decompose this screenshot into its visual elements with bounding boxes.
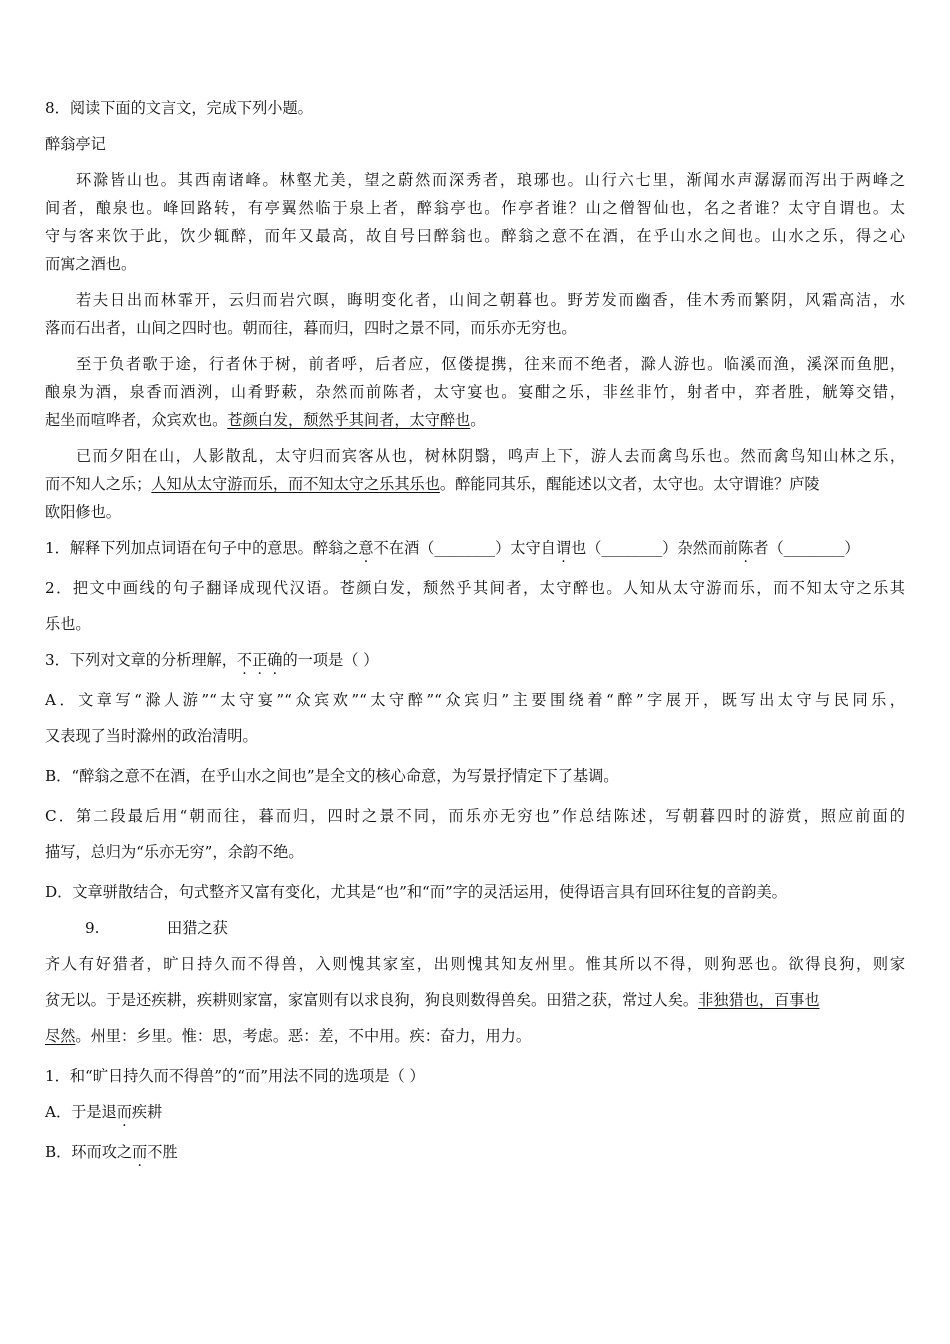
q9-number: 9. [85, 919, 100, 937]
underlined-sentence-1: 苍颜白发，颓然乎其间者，太守醉也 [227, 411, 471, 429]
subquestion-3 [45, 646, 905, 674]
dotted-word-chen: 陈 [738, 539, 754, 557]
passage-p4-text: 而不知人之乐； [45, 475, 152, 493]
passage-p4-line-2 [45, 470, 905, 498]
answer-blank-3[interactable]: 者（________） [753, 539, 860, 557]
dotted-char-er-a: 而 [116, 1103, 132, 1121]
passage-p4-line-3: 欧阳修也。 [45, 503, 121, 521]
option-a-line-2[interactable]: 又表现了当时滁州的政治清明。 [45, 727, 258, 745]
q9-option-a-text-2: 疾耕 [131, 1103, 163, 1121]
q9-title: 田猎之获 [167, 919, 228, 937]
option-a-line-1[interactable]: A．文章写“滁人游”“太守宴”“众宾欢”“太守醉”“众宾归”主要围绕着“醉”字展开，既写出太守与民同乐， [45, 691, 905, 709]
dotted-char-zheng: 正 [252, 651, 268, 669]
document-page [45, 94, 905, 1166]
option-c-line-1[interactable]: C．第二段最后用“朝而往，暮而归，四时之景不同，而乐亦无穷也”作总结陈述，写朝暮四时的游赏，照应前面的 [45, 807, 905, 825]
q9-passage-line-3 [45, 1022, 905, 1050]
option-b[interactable]: B．“醉翁之意不在酒，在乎山水之间也”是全文的核心命意，为写景抒情定下了基调。 [45, 767, 619, 785]
passage-p1-line-4: 而寓之酒也。 [45, 255, 137, 273]
dotted-word-yi: 意 [358, 539, 374, 557]
q9-passage-text: 贫无以。于是还疾耕，疾耕则家富，家富则有以求良狗，狗良则数得兽矣。田猎之获，常过人矣。 [45, 991, 699, 1009]
answer-blank-1[interactable]: 不在酒（________）太守自 [373, 539, 556, 557]
passage-p2-line-2: 落而石出者，山间之四时也。朝而往，暮而归，四时之景不同，而乐亦无穷也。 [45, 319, 577, 337]
dotted-char-que: 确 [267, 651, 283, 669]
passage-p1-line-3: 守与客来饮于此，饮少辄醉，而年又最高，故自号曰醉翁也。醉翁之意不在酒，在乎山水之间也。山水之乐，得之心 [45, 227, 905, 245]
q9-option-a[interactable] [45, 1098, 905, 1126]
passage-p1-line-2: 间者，酿泉也。峰回路转，有亭翼然临于泉上者，醉翁亭也。作亭者谁？山之僧智仙也，名之者谁？太守自谓也。太 [45, 199, 905, 217]
passage-p2-line-1: 若夫日出而林霏开，云归而岩穴暝，晦明变化者，山间之朝暮也。野芳发而幽香，佳木秀而繁阴，风霜高洁，水 [76, 291, 905, 309]
passage-p4-text-2: 。醉能同其乐，醒能述以文者，太守也。太守谓谁？庐陵 [439, 475, 820, 493]
subquestion-1 [45, 534, 905, 562]
q9-header [45, 914, 905, 942]
underlined-sentence-2: 人知从太守游而乐，而不知太守之乐其乐也 [151, 475, 440, 493]
q9-passage-line-1: 齐人有好猎者，旷日持久而不得兽，入则愧其家室，出则愧其知友州里。惟其所以不得，则狗恶也。欲得良狗，则家 [45, 955, 905, 973]
passage-p3-line-1: 至于负者歌于途，行者休于树，前者呼，后者应，伛偻提携，往来而不绝者，滁人游也。临溪而渔，溪深而鱼肥， [76, 355, 905, 373]
subquestion-2-line-2: 乐也。 [45, 615, 91, 633]
subquestion-2-line-1: 2．把文中画线的句子翻译成现代汉语。苍颜白发，颓然乎其间者，太守醉也。人知从太守游而乐，而不知太守之乐其 [45, 579, 905, 597]
passage-title: 醉翁亭记 [45, 135, 106, 153]
q9-underlined-sentence-end: 尽然 [45, 1027, 76, 1045]
passage-p3-text: 起坐而喧哗者，众宾欢也。 [45, 411, 228, 429]
q8-intro: 8．阅读下面的文言文，完成下列小题。 [45, 99, 313, 117]
passage-p3-line-3 [45, 406, 905, 434]
subquestion-3-blank[interactable]: 的一项是（ ） [282, 651, 379, 669]
q9-subquestion-1: 1．和“旷日持久而不得兽”的“而”用法不同的选项是（ ） [45, 1067, 425, 1085]
subquestion-1-text: 1．解释下列加点词语在句子中的意思。醉翁之 [45, 539, 359, 557]
q9-underlined-sentence: 非独猎也，百事也 [698, 991, 820, 1009]
passage-p3-line-2: 酿泉为酒，泉香而酒洌，山肴野蔌，杂然而前陈者，太守宴也。宴酣之乐，非丝非竹，射者中，弈者胜，觥筹交错， [45, 383, 905, 401]
q9-option-a-text: A．于是退 [45, 1103, 117, 1121]
q9-option-b-text: B．环而攻之 [45, 1143, 133, 1161]
dotted-char-er-b: 而 [132, 1143, 148, 1161]
subquestion-3-text: 3．下列对文章的分析理解， [45, 651, 237, 669]
option-c-line-2[interactable]: 描写，总归为“乐亦无穷”，余韵不绝。 [45, 843, 304, 861]
q9-passage-line-2 [45, 986, 905, 1014]
q9-notes: 。州里：乡里。惟：思，考虑。恶：差，不中用。疾：奋力，用力。 [75, 1027, 531, 1045]
q9-option-b-text-2: 不胜 [147, 1143, 178, 1161]
dotted-word-wei: 谓 [555, 539, 572, 557]
q9-option-b[interactable] [45, 1138, 905, 1166]
option-d[interactable]: D．文章骈散结合，句式整齐又富有变化，尤其是“也”和“而”字的灵活运用，使得语言具有回环往复的音韵美。 [45, 883, 787, 901]
passage-p4-line-1: 已而夕阳在山，人影散乱，太守归而宾客从也，树林阴翳，鸣声上下，游人去而禽鸟乐也。然而禽鸟知山林之乐， [76, 447, 905, 465]
passage-p3-end: 。 [470, 411, 486, 429]
answer-blank-2[interactable]: 也（________）杂然而前 [571, 539, 739, 557]
passage-p1-line-1: 环滁皆山也。其西南诸峰。林壑尤美，望之蔚然而深秀者，琅琊也。山行六七里，渐闻水声潺潺而泻出于两峰之 [76, 171, 905, 189]
dotted-char-bu: 不 [236, 651, 253, 669]
